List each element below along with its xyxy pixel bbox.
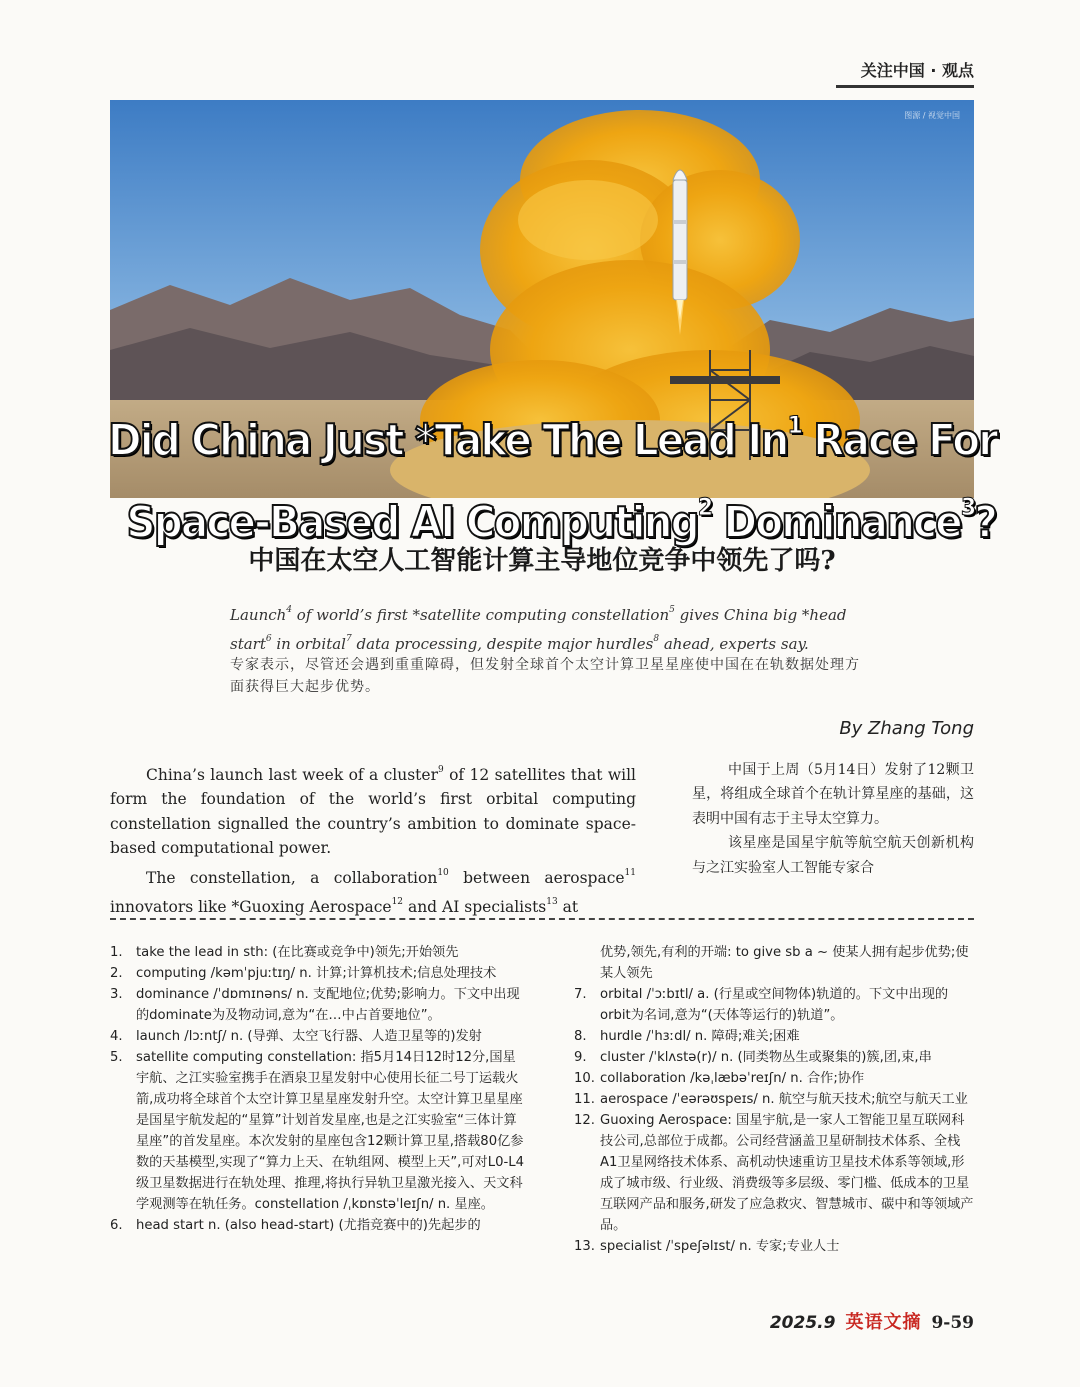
footnote-number: 8. xyxy=(574,1029,587,1044)
footnote-item xyxy=(574,1068,974,1089)
footnote-number: 12. xyxy=(574,1113,595,1128)
footnote-number: 7. xyxy=(574,987,587,1002)
footnote-item xyxy=(110,984,526,1026)
footnote-text: specialist /ˈspeʃəlɪst/ n. 专家;专业人士 xyxy=(600,1239,840,1254)
footnote-mark: 9 xyxy=(438,765,444,775)
body-text: between aerospace xyxy=(448,868,625,887)
standfirst-text: data processing, despite major hurdles xyxy=(351,635,654,653)
body-paragraph-zh: 中国于上周（5月14日）发射了12颗卫星，将组成全球首个在轨计算星座的基础，这表明中国有志于主导太空算力。 xyxy=(692,762,974,827)
issue-number: 2025.9 xyxy=(769,1313,836,1333)
footnote-text: dominance /ˈdɒmɪnəns/ n. 支配地位;优势;影响力。下文中出现的dominate为及物动词,意为“在…中占首要地位”。 xyxy=(136,987,520,1023)
footnote-mark: 6 xyxy=(265,634,272,644)
footnote-item xyxy=(574,1026,974,1047)
title-text: ? xyxy=(974,497,997,548)
body-text: The constellation, a collaboration xyxy=(146,868,438,887)
body-text: of 12 satellites that will form the foundation of the world’s first orbital computing constellation signalled the country’s ambition to dominate space-based computational power. xyxy=(110,766,636,858)
standfirst-text: ahead, experts say. xyxy=(659,635,809,653)
footnote-mark: 11 xyxy=(624,867,636,878)
title-text: Space-Based AI Computing xyxy=(126,497,698,548)
footnote-number: 5. xyxy=(110,1050,123,1065)
footnote-item xyxy=(574,984,974,1026)
section-header: 关注中国 · 观点 xyxy=(836,58,974,88)
magazine-logo: 英语文摘 xyxy=(845,1312,922,1333)
footnotes-right-column xyxy=(574,942,974,1257)
footnote-text: launch /lɔːntʃ/ n. (导弹、太空飞行器、人造卫星等的)发射 xyxy=(136,1029,482,1044)
body-text: and AI specialists xyxy=(403,898,547,917)
footnote-text: orbital /ˈɔːbɪtl/ a. (行星或空间物体)轨道的。下文中出现的orbit为名词,意为“(天体等运行的)轨道”。 xyxy=(600,987,949,1023)
body-text: innovators like *Guoxing Aerospace xyxy=(110,898,392,917)
article-title-en xyxy=(108,392,997,556)
standfirst-text: in orbital xyxy=(271,635,346,653)
footnote-mark: 4 xyxy=(286,605,293,615)
body-paragraph xyxy=(110,861,636,920)
body-text: at xyxy=(557,898,579,917)
footnote-continuation: 优势,领先,有利的开端: to give sb a ~ 使某人拥有起步优势;使某人领先 xyxy=(600,945,969,981)
footnote-text: cluster /ˈklʌstə(r)/ n. (同类物丛生或聚集的)簇,团,束,串 xyxy=(600,1050,932,1065)
notes-divider xyxy=(110,918,974,920)
title-text: Dominance xyxy=(711,497,961,548)
footnote-mark: 5 xyxy=(669,605,675,615)
footnote-number: 11. xyxy=(574,1092,595,1107)
footnote-item xyxy=(110,963,526,984)
footnote-item xyxy=(574,1047,974,1068)
footnote-item xyxy=(574,1110,974,1236)
footnote-text: satellite computing constellation: 指5月14日12时12分,国星宇航、之江实验室携手在酒泉卫星发射中心使用长征二号丁运载火箭,成功将全球首个太空计算卫星星座发射升空。太空计算卫星星座是国星宇航发起的“星算”计划首发星座,也是之江实验室“三体计算星座”的首发星座。本次发射的星座包含12颗计算卫星,搭载80亿参数的天基模型,实现了“算力上天、在轨组网、模型上天”,可对L0-L4级卫星数据进行在轨处理、推理,将执行异轨卫星激光接入、天文科学观测等在轨任务。constellation /ˌkɒnstəˈleɪʃn/ n. 星座。 xyxy=(136,1050,524,1212)
footnote-text: computing /kəmˈpjuːtɪŋ/ n. 计算;计算机技术;信息处理技术 xyxy=(136,966,497,981)
footnote-text: aerospace /ˈeərəʊspeɪs/ n. 航空与航天技术;航空与航天工业 xyxy=(600,1092,968,1107)
title-footnote-mark: 1 xyxy=(787,411,802,439)
footnote-text: take the lead in sth: (在比赛或竞争中)领先;开始领先 xyxy=(136,945,459,960)
title-footnote-mark: 2 xyxy=(697,493,712,521)
footnote-number: 3. xyxy=(110,987,123,1002)
article-title-zh: 中国在太空人工智能计算主导地位竞争中领先了吗? xyxy=(248,546,836,576)
page-footer xyxy=(770,1308,974,1334)
standfirst-text: of world’s first *satellite computing constellation xyxy=(292,606,670,624)
footnote-text: Guoxing Aerospace: 国星宇航,是一家人工智能卫星互联网科技公司,总部位于成都。公司经营涵盖卫星研制技术体系、全栈A1卫星网络技术体系、高机动快速重访卫星技术体系等领域,形成了城市级、行业级、消费级等多层级、零门槛、低成本的卫星互联网产品和服务,研发了应急救灾、智慧城市、碳中和等领域产品。 xyxy=(600,1113,974,1233)
page-number: 9-59 xyxy=(931,1313,974,1333)
body-chinese xyxy=(692,758,974,880)
footnote-mark: 10 xyxy=(437,867,449,878)
standfirst-zh: 专家表示，尽管还会遇到重重障碍，但发射全球首个太空计算卫星星座使中国在在轨数据处理方面获得巨大起步优势。 xyxy=(230,657,860,695)
footnote-mark: 13 xyxy=(546,897,558,908)
body-text: China’s launch last week of a cluster xyxy=(146,766,438,784)
footnote-text: hurdle /ˈhɜːdl/ n. 障碍;难关;困难 xyxy=(600,1029,800,1044)
footnote-number: 13. xyxy=(574,1239,595,1254)
footnote-item xyxy=(574,1236,974,1257)
footnote-text: head start n. (also head-start) (尤指竞赛中的)先起步的 xyxy=(136,1218,481,1233)
footnote-number: 4. xyxy=(110,1029,123,1044)
footnote-number: 1. xyxy=(110,945,123,960)
footnote-item xyxy=(110,1215,526,1236)
footnotes-left-column xyxy=(110,942,526,1236)
standfirst-text: gives China big *head start xyxy=(230,606,847,653)
footnote-number: 9. xyxy=(574,1050,587,1065)
footnote-mark: 8 xyxy=(653,634,660,644)
body-english xyxy=(110,758,636,919)
footnote-mark: 7 xyxy=(345,634,352,644)
title-footnote-mark: 3 xyxy=(960,493,975,521)
title-line-1 xyxy=(108,392,997,474)
footnote-item xyxy=(574,1089,974,1110)
photo-credit: 图源 / 视觉中国 xyxy=(904,111,960,120)
standfirst-en xyxy=(230,598,870,656)
footnote-item xyxy=(110,1047,526,1215)
body-paragraph-zh: 该星座是国星宇航等航空航天创新机构与之江实验室人工智能专家合 xyxy=(692,835,974,876)
footnote-number: 2. xyxy=(110,966,123,981)
footnote-item xyxy=(110,1026,526,1047)
title-text: Did China Just *Take The Lead In xyxy=(108,415,788,466)
footnote-mark: 12 xyxy=(391,897,404,908)
footnote-number: 10. xyxy=(574,1071,595,1086)
footnote-number: 6. xyxy=(110,1218,123,1233)
standfirst-text: Launch xyxy=(230,606,287,624)
byline: By Zhang Tong xyxy=(839,718,974,739)
body-paragraph xyxy=(110,758,636,861)
title-text: Race For xyxy=(801,415,997,466)
footnote-text: collaboration /kəˌlæbəˈreɪʃn/ n. 合作;协作 xyxy=(600,1071,865,1086)
footnote-item xyxy=(110,942,526,963)
